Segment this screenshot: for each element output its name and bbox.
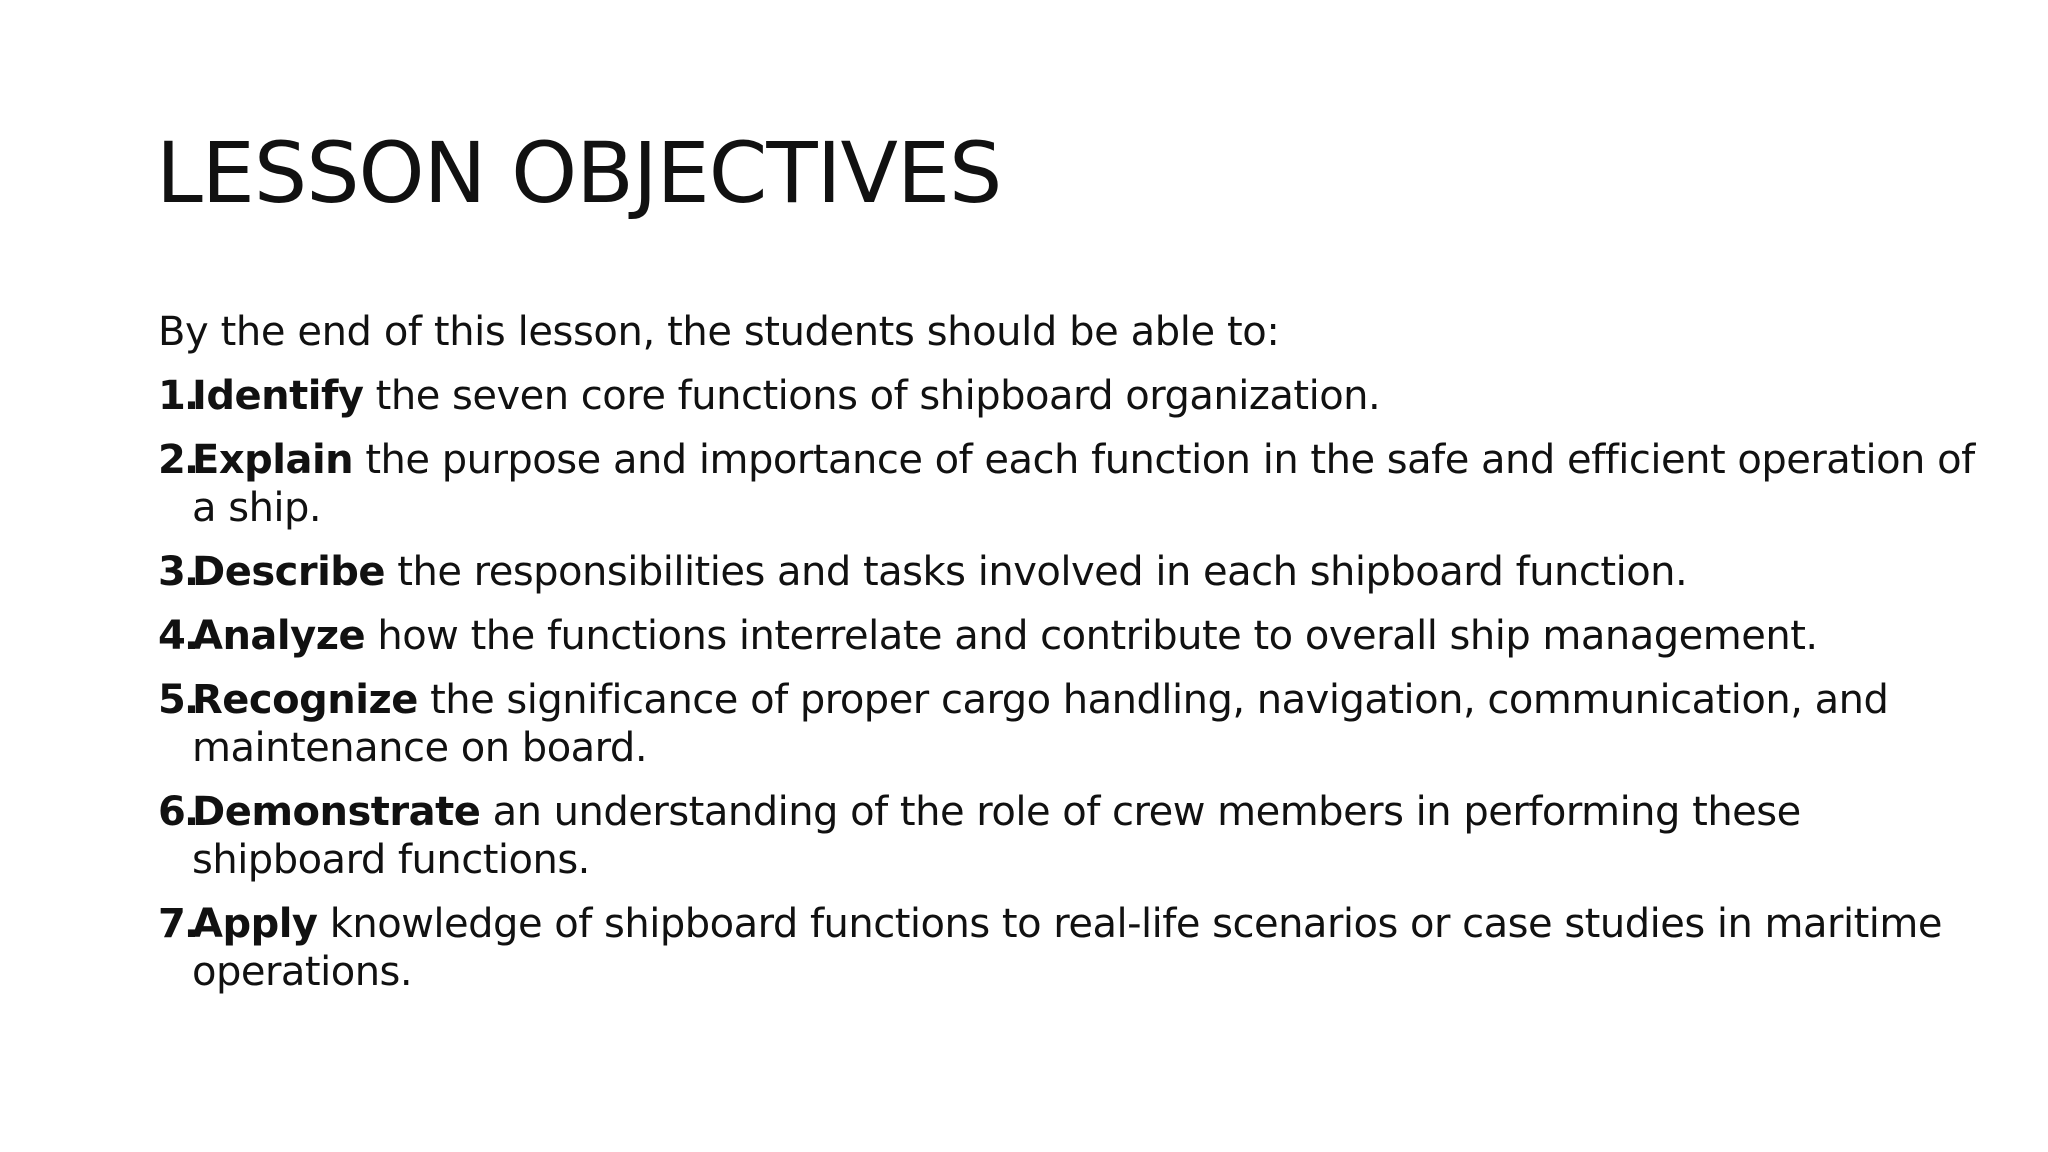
objective-verb: Identify [192,373,364,419]
objective-number: 2. [158,437,198,483]
objective-verb: Apply [192,901,318,947]
objective-number: 3. [158,549,198,595]
objective-number: 4. [158,613,198,659]
objective-item-3 [158,548,1998,596]
objective-number: 1. [158,373,198,419]
objective-text: knowledge of shipboard functions to real-life scenarios or case studies in maritime operations. [192,901,1942,995]
slide-body [158,308,1998,1012]
objective-verb: Recognize [192,677,418,723]
objective-text: the purpose and importance of each function in the safe and efficient operation of a ship. [192,437,1975,531]
intro-text: By the end of this lesson, the students should be able to: [158,309,1280,355]
objective-number: 6. [158,789,198,835]
objective-number: 7. [158,901,198,947]
objective-text: the seven core functions of shipboard organization. [363,373,1381,419]
objective-number: 5. [158,677,198,723]
objective-verb: Demonstrate [192,789,481,835]
objective-item-4 [158,612,1998,660]
objectives-list [158,372,1998,996]
objective-item-6 [158,788,1998,884]
objective-verb: Describe [192,549,386,595]
objective-verb: Analyze [192,613,366,659]
slide-title: LESSON OBJECTIVES [156,124,1002,222]
objective-item-5 [158,676,1998,772]
objective-text: how the functions interrelate and contribute to overall ship management. [365,613,1818,659]
objective-item-2 [158,436,1998,532]
objective-item-1 [158,372,1998,420]
objective-text: the responsibilities and tasks involved in each shipboard function. [385,549,1688,595]
objective-verb: Explain [192,437,354,483]
objective-item-7 [158,900,1998,996]
objective-text: an understanding of the role of crew members in performing these shipboard functions. [192,789,1801,883]
objective-text: the significance of proper cargo handling, navigation, communication, and maintenance on board. [192,677,1889,771]
